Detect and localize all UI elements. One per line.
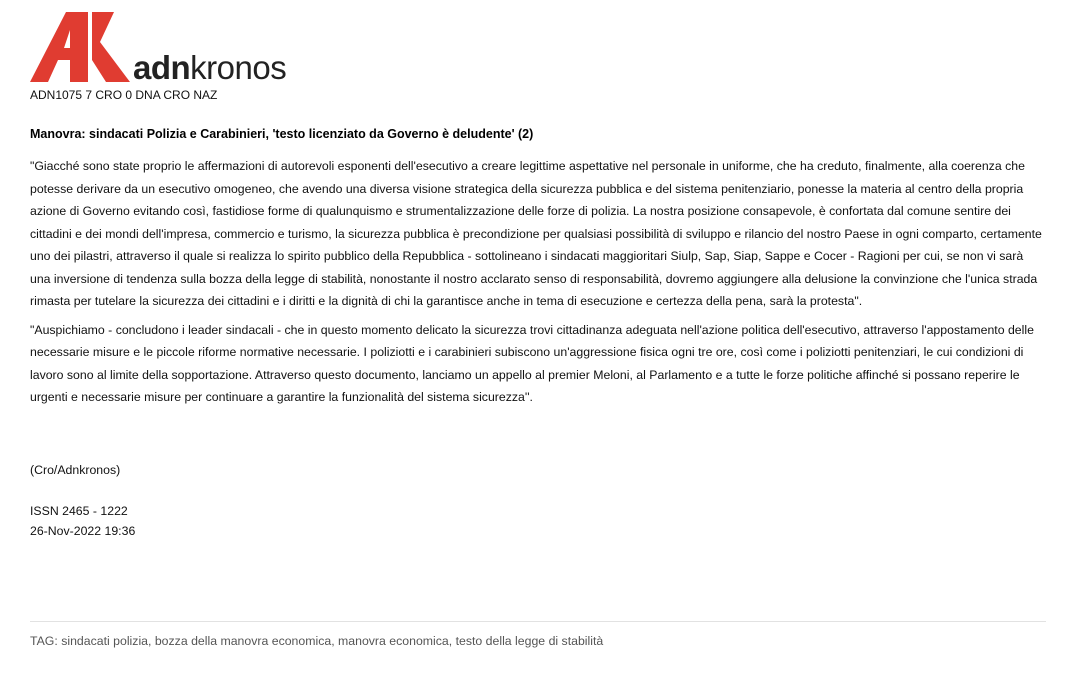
article-headline: Manovra: sindacati Polizia e Carabinieri, 'testo licenziato da Governo è deludente' (2)	[30, 127, 534, 141]
article-source: (Cro/Adnkronos)	[30, 462, 121, 477]
adnkronos-wordmark	[133, 51, 286, 84]
issn-number: ISSN 2465 - 1222	[30, 503, 128, 518]
brand-light: kronos	[190, 49, 287, 86]
brand-bold: adn	[133, 49, 191, 86]
article-paragraph-1: "Giacché sono state proprio le affermazioni di autorevoli esponenti dell'esecutivo a creare legittime aspettative nel personale in uniforme, che ha creduto, finalmente, alla coerenza che potesse derivare da un esecutivo omogeneo, che avendo una diversa visione strategica della sicurezza pubblica e del sistema penitenziario, ponesse la materia al centro della propria azione di Governo evitando così, fastidiose forme di qualunquismo e strumentalizzazione delle forze di polizia. La nostra posizione consapevole, è confortata dal comune sentire dei cittadini e dei mondi dell'impresa, commercio e turismo, la sicurezza pubblica è precondizione per qualsiasi possibilità di sviluppo e rilancio del nostro Paese in ogni comparto, certamente uno dei pilastri, attraverso il quale si realizza lo spirito pubblico della Repubblica - sottolineano i sindacati maggioritari Siulp, Sap, Siap, Sappe e Cocer - Ragioni per cui, se non vi sarà una inversione di tendenza sulla bozza della legge di stabilità, nonostante il nostro acclarato senso di responsabilità, dovremo aggiungere alla delusione la convinzione che l'unica strada rimasta per tutelare la sicurezza dei cittadini e i diritti e la dignità di chi la garantisce anche in tema di esecuzione e certezza della pena, sarà la protesta".	[30, 159, 1042, 308]
article-tags[interactable]: TAG: sindacati polizia, bozza della manovra economica, manovra economica, testo della legge di stabilità	[30, 634, 604, 648]
svg-text:A: A	[74, 56, 75, 57]
article-paragraph-2: "Auspichiamo - concludono i leader sindacali - che in questo momento delicato la sicurezza trovi cittadinanza adeguata nell'azione politica dell'esecutivo, attraverso l'appostamento delle necessarie misure e le piccole riforme normative necessarie. I poliziotti e i carabinieri subiscono un'aggressione fisica ogni tre ore, così come i poliziotti penitenziari, le cui condizioni di lavoro sono al limite della sopportazione. Attraverso questo documento, lanciamo un appello al premier Meloni, al Parlamento e a tutte le forze politiche affinché si possano reperire le urgenti e necessarie misure per continuare a garantire la funzionalità del sistema sicurezza''.	[30, 322, 1034, 404]
adnkronos-logo-mark	[30, 12, 135, 82]
article-page	[30, 10, 1046, 541]
news-code: ADN1075 7 CRO 0 DNA CRO NAZ	[30, 88, 218, 102]
tags-divider	[30, 621, 1046, 622]
adnkronos-logo[interactable]	[30, 10, 1046, 86]
article-meta	[30, 501, 1046, 541]
publish-datetime: 26-Nov-2022 19:36	[30, 523, 136, 538]
